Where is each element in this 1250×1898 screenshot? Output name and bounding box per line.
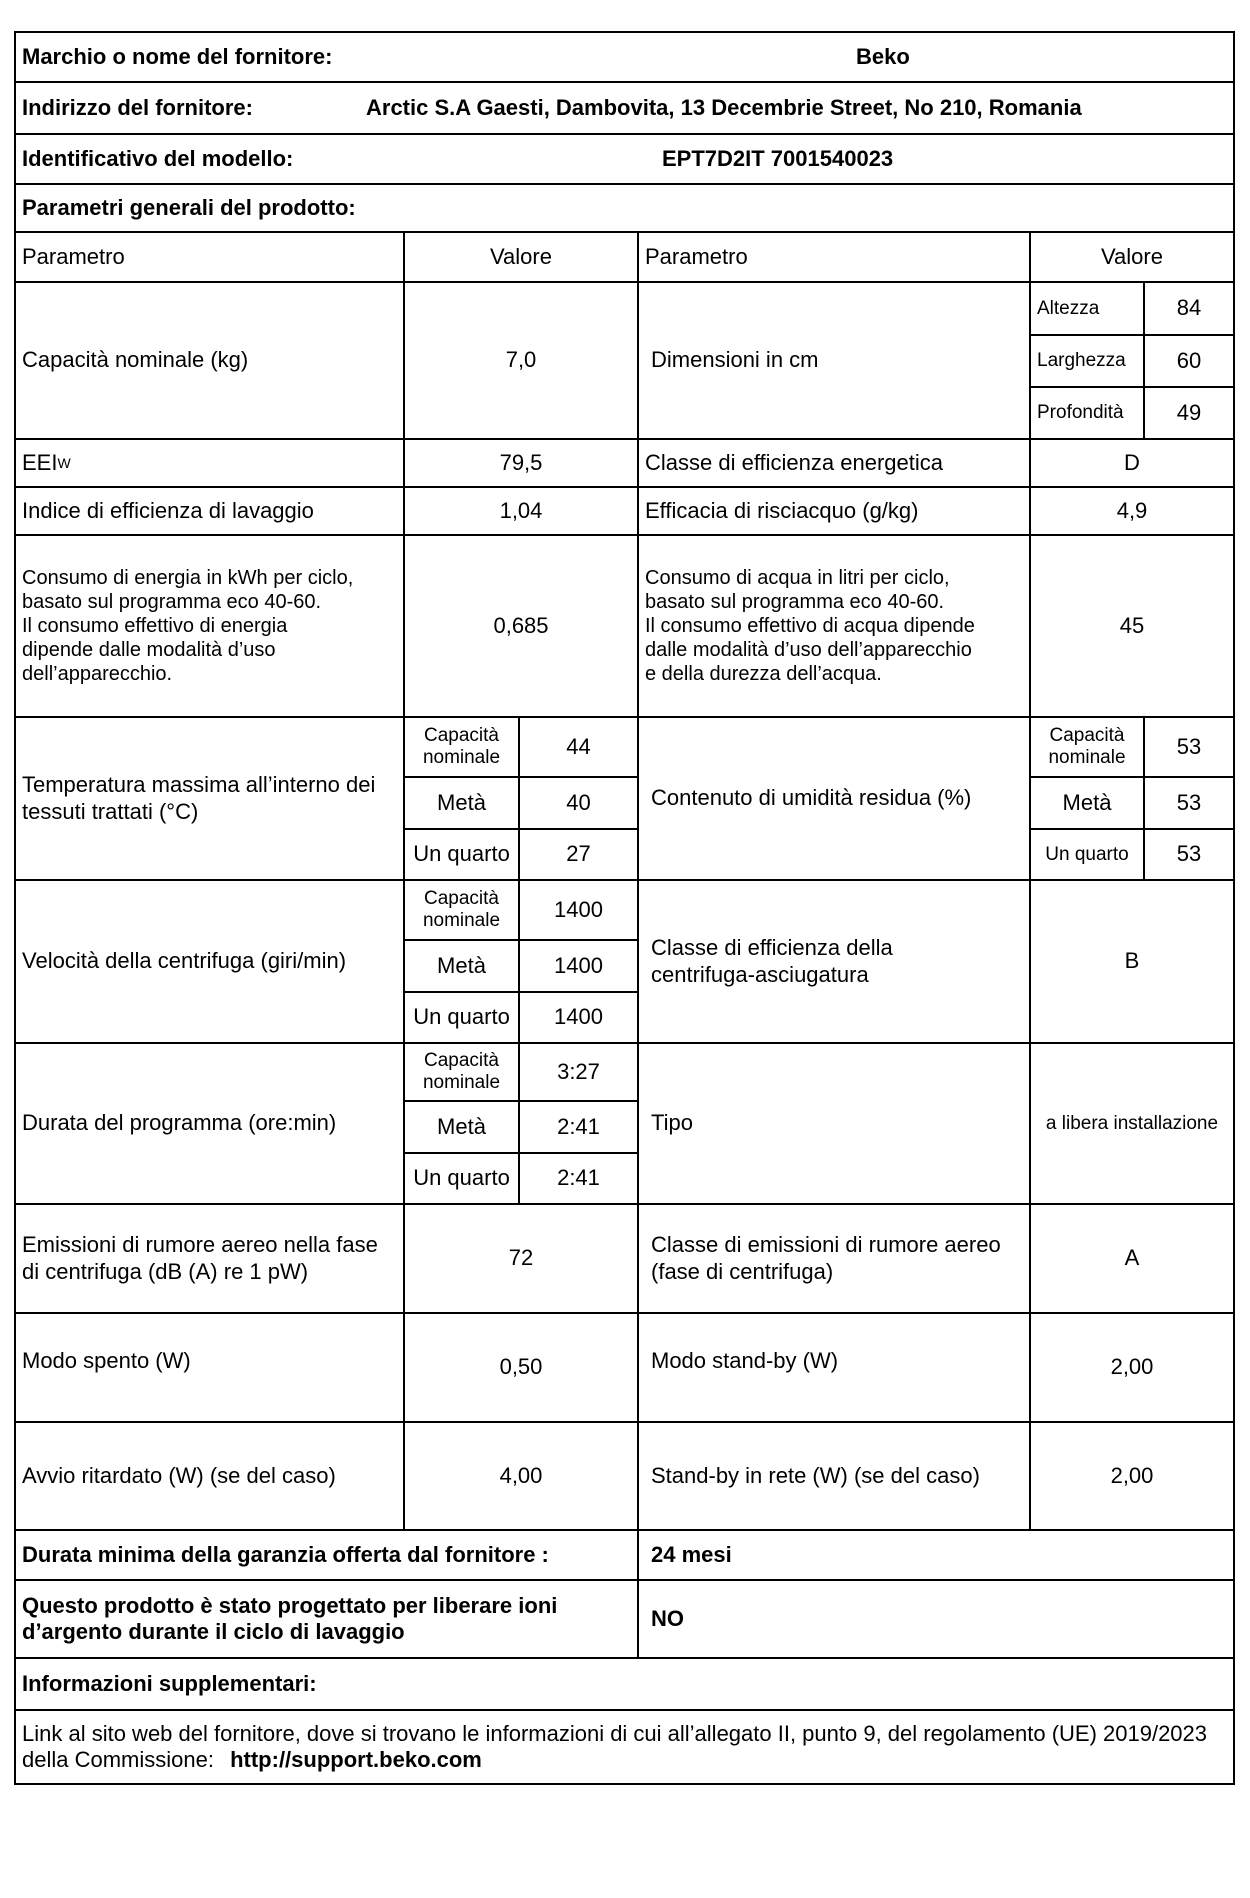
duration-value-full: 3:27 (518, 1042, 639, 1102)
link-text: Link al sito web del fornitore, dove si trovano le informazioni di cui all’allegato II, punto 9, del regolamento (UE) 2019/2023 della Commissione: (22, 1720, 1208, 1772)
standby-label: Modo stand-by (W) (637, 1312, 1031, 1423)
temperature-label (14, 716, 405, 881)
model-label: Identificativo del modello: (22, 145, 294, 171)
address-value: Arctic S.A Gaesti, Dambovita, 13 Decembrie Street, No 210, Romania (366, 94, 1082, 120)
energy-cons-line: dell’apparecchio. (22, 663, 173, 685)
warranty-value: 24 mesi (637, 1529, 1235, 1581)
temp-load-quarter: Un quarto (403, 828, 520, 881)
silver-ions-label (14, 1579, 639, 1659)
model-row (14, 133, 1235, 185)
type-label: Tipo (637, 1042, 1031, 1205)
spin-class-value: B (1029, 879, 1235, 1044)
dimensions-label: Dimensioni in cm (637, 281, 1031, 440)
spin-speed-label: Velocità della centrifuga (giri/min) (14, 879, 405, 1044)
general-params-text: Parametri generali del prodotto: (22, 194, 356, 220)
spin-class-label (637, 879, 1031, 1044)
wash-index-label: Indice di efficienza di lavaggio (14, 486, 405, 536)
moisture-label: Contenuto di umidità residua (%) (637, 716, 1031, 881)
address-label: Indirizzo del fornitore: (22, 94, 253, 120)
network-standby-label: Stand-by in rete (W) (se del caso) (637, 1421, 1031, 1531)
rinse-label: Efficacia di risciacquo (g/kg) (637, 486, 1031, 536)
warranty-label: Durata minima della garanzia offerta dal fornitore : (14, 1529, 639, 1581)
link-row (14, 1709, 1235, 1785)
eei-subscript: W (57, 454, 71, 471)
moisture-load-half: Metà (1029, 776, 1145, 830)
supplier-value: Beko (856, 43, 910, 69)
silver-ions-value: NO (637, 1579, 1235, 1659)
col-header-value-right: Valore (1029, 231, 1235, 283)
extra-info-heading: Informazioni supplementari: (14, 1657, 1235, 1711)
energy-cons-line: dipende dalle modalità d’uso (22, 639, 276, 661)
off-mode-label: Modo spento (W) (14, 1312, 405, 1423)
support-link[interactable]: http://support.beko.com (230, 1747, 482, 1772)
rinse-value: 4,9 (1029, 486, 1235, 536)
energy-consumption-value: 0,685 (403, 534, 639, 718)
temperature-label-text: Temperatura massima all’interno dei tessuti trattati (°C) (22, 772, 376, 824)
depth-value: 49 (1143, 386, 1235, 440)
eei-label (14, 438, 405, 488)
water-cons-line: dalle modalità d’uso dell’apparecchio (645, 639, 972, 661)
general-params-heading (14, 183, 1235, 233)
water-consumption-label (637, 534, 1031, 718)
silver-ions-label-text: Questo prodotto è stato progettato per liberare ioni d’argento durante il ciclo di lavaggio (22, 1592, 558, 1644)
width-value: 60 (1143, 334, 1235, 388)
noise-label (14, 1203, 405, 1314)
capacity-value: 7,0 (403, 281, 639, 440)
temp-value-full: 44 (518, 716, 639, 778)
spin-load-half: Metà (403, 939, 520, 993)
capacity-label: Capacità nominale (kg) (14, 281, 405, 440)
supplier-label: Marchio o nome del fornitore: (22, 43, 333, 69)
duration-load-quarter: Un quarto (403, 1152, 520, 1205)
col-header-param-right: Parametro (637, 231, 1031, 283)
spin-value-full: 1400 (518, 879, 639, 941)
noise-class-label (637, 1203, 1031, 1314)
moisture-value-half: 53 (1143, 776, 1235, 830)
temp-load-full: Capacità nominale (403, 716, 520, 778)
temp-value-quarter: 27 (518, 828, 639, 881)
model-value: EPT7D2IT 7001540023 (662, 145, 894, 171)
address-row (14, 81, 1235, 135)
duration-label: Durata del programma (ore:min) (14, 1042, 405, 1205)
spin-load-quarter: Un quarto (403, 991, 520, 1044)
eei-value: 79,5 (403, 438, 639, 488)
spin-value-half: 1400 (518, 939, 639, 993)
water-consumption-value: 45 (1029, 534, 1235, 718)
spin-value-quarter: 1400 (518, 991, 639, 1044)
energy-cons-line: Consumo di energia in kWh per ciclo, (22, 567, 354, 589)
energy-class-label: Classe di efficienza energetica (637, 438, 1031, 488)
moisture-load-quarter: Un quarto (1029, 828, 1145, 881)
water-cons-line: Il consumo effettivo di acqua dipende (645, 615, 975, 637)
moisture-value-full: 53 (1143, 716, 1235, 778)
moisture-load-full: Capacità nominale (1029, 716, 1145, 778)
noise-class-label-text: Classe di emissioni di rumore aereo (fase di centrifuga) (651, 1232, 1001, 1284)
water-cons-line: Consumo di acqua in litri per ciclo, (645, 567, 950, 589)
temp-load-half: Metà (403, 776, 520, 830)
col-header-value-left: Valore (403, 231, 639, 283)
energy-cons-line: basato sul programma eco 40-60. (22, 591, 322, 613)
water-cons-line: basato sul programma eco 40-60. (645, 591, 945, 613)
height-value: 84 (1143, 281, 1235, 336)
noise-value: 72 (403, 1203, 639, 1314)
duration-value-half: 2:41 (518, 1100, 639, 1154)
spin-load-full: Capacità nominale (403, 879, 520, 941)
off-mode-value: 0,50 (403, 1312, 639, 1423)
eei-label-text: EEI (22, 449, 58, 475)
height-label: Altezza (1029, 281, 1145, 336)
standby-value: 2,00 (1029, 1312, 1235, 1423)
network-standby-value: 2,00 (1029, 1421, 1235, 1531)
temp-value-half: 40 (518, 776, 639, 830)
type-value: a libera installazione (1029, 1042, 1235, 1205)
duration-value-quarter: 2:41 (518, 1152, 639, 1205)
delay-start-value: 4,00 (403, 1421, 639, 1531)
col-header-param-left: Parametro (14, 231, 405, 283)
moisture-value-quarter: 53 (1143, 828, 1235, 881)
spin-class-label-text: Classe di efficienza della centrifuga-asciugatura (651, 935, 893, 987)
duration-load-full: Capacità nominale (403, 1042, 520, 1102)
noise-class-value: A (1029, 1203, 1235, 1314)
energy-class-value: D (1029, 438, 1235, 488)
delay-start-label: Avvio ritardato (W) (se del caso) (14, 1421, 405, 1531)
water-cons-line: e della durezza dell’acqua. (645, 663, 882, 685)
supplier-row (14, 31, 1235, 83)
depth-label: Profondità (1029, 386, 1145, 440)
energy-cons-line: Il consumo effettivo di energia (22, 615, 288, 637)
width-label: Larghezza (1029, 334, 1145, 388)
duration-load-half: Metà (403, 1100, 520, 1154)
noise-label-text: Emissioni di rumore aereo nella fase di centrifuga (dB (A) re 1 pW) (22, 1232, 378, 1284)
energy-consumption-label (14, 534, 405, 718)
wash-index-value: 1,04 (403, 486, 639, 536)
